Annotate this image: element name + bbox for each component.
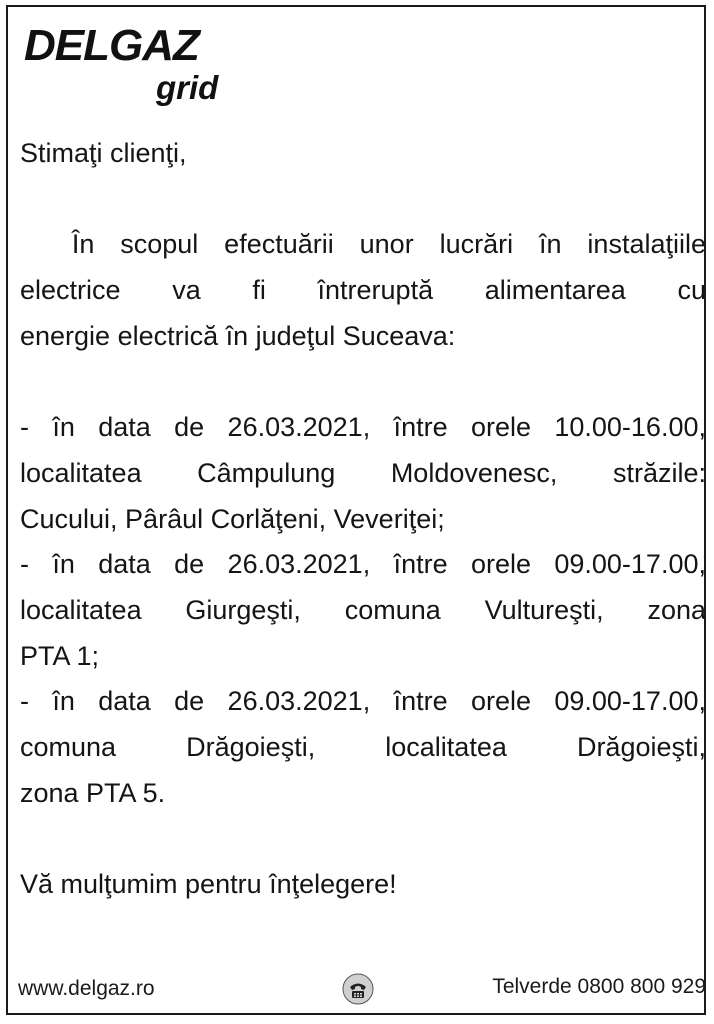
logo-sub: grid [156,69,219,106]
greeting: Stimaţi clienţi, [20,138,187,168]
item-2-line-1: - în data de 26.03.2021, între orele 09.00-17.00, [20,549,706,580]
intro-line-3: energie electrică în judeţul Suceava: [20,320,456,351]
notice-body [20,131,706,908]
footer [18,973,706,1009]
phone-icon [342,973,374,1005]
item-1-line-1: - în data de 26.03.2021, între orele 10.00-16.00, [20,412,706,443]
intro-text-1: În scopul efectuării unor lucrări în instalaţiile [71,229,706,260]
spacer [20,816,706,862]
closing: Vă mulţumim pentru înţelegere! [20,869,397,899]
item-3-line-3: zona PTA 5. [20,777,166,808]
notice-frame [6,5,706,1015]
intro-line-1 [20,222,706,268]
delgaz-grid-logo [24,21,264,111]
item-2-line-2: localitatea Giurgeşti, comuna Vultureşti, zona [20,594,706,625]
item-1-line-2: localitatea Câmpulung Moldovenesc, străzile: [20,457,706,488]
item-3-line-2: comuna Drăgoieşti, localitatea Drăgoieşti, [20,731,706,762]
spacer [20,177,706,223]
item-3-line-1: - în data de 26.03.2021, între orele 09.00-17.00, [20,686,706,717]
spacer [20,359,706,405]
hotline-number[interactable]: Telverde 0800 800 929 [492,975,706,998]
logo-brand: DELGAZ [24,21,199,70]
item-1-line-3: Cucului, Pârâul Corlăţeni, Veveriţei; [20,503,445,534]
item-2-line-3: PTA 1; [20,640,100,671]
intro-line-2: electrice va fi întreruptă alimentarea cu [20,275,706,306]
website-link[interactable]: www.delgaz.ro [18,977,155,1000]
